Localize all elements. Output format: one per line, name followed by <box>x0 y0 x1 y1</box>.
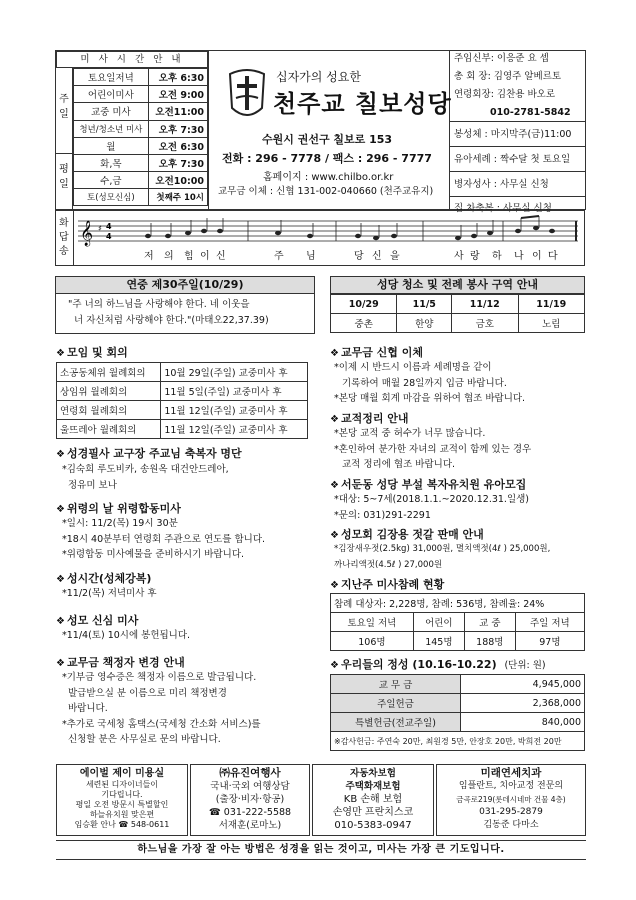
ad-line: 하늘유치원 맞은편 <box>89 810 155 819</box>
ad-line: KB 손해 보험 <box>343 794 403 805</box>
cross-logo-icon <box>226 64 268 124</box>
attend-title <box>330 576 444 592</box>
ad-line: 평일 오전 방문시 특별할인 <box>75 800 169 809</box>
mass-name: 화,목 <box>74 154 149 171</box>
bless-title <box>56 445 242 461</box>
offering-unit: (단위: 원) <box>504 660 546 671</box>
kimchi-title-text: 성모회 김장용 젓갈 판매 안내 <box>340 528 484 541</box>
table-row <box>331 732 585 751</box>
attend-value: 106명 <box>331 632 414 651</box>
ad-line: ㈜유진여행사 <box>219 767 281 779</box>
clean-area: 금호 <box>452 314 518 333</box>
clean-date: 11/19 <box>518 295 585 314</box>
house: 집.차축복 : 사무실 신청 <box>454 203 552 214</box>
memorial-line: *일시: 11/2(목) 19시 30분 <box>62 518 178 529</box>
ad-line: 010-5383-0947 <box>334 820 412 831</box>
meeting-name: 울뜨레아 월례회의 <box>57 420 161 439</box>
diamond-arrow-icon: ❖ <box>330 414 339 425</box>
table-row <box>331 594 585 613</box>
hymn-lyric: 신 <box>372 251 382 262</box>
holy-title-text: 성시간(성체강복) <box>66 572 152 585</box>
diamond-arrow-icon: ❖ <box>56 574 65 585</box>
transfer-line: *이제 시 반드시 이름과 세례명을 같이 <box>334 362 492 373</box>
table-row <box>331 295 585 314</box>
clean-date: 10/29 <box>331 295 397 314</box>
ad-line: 금곡로219(롯데시네마 건물 4층) <box>456 795 566 804</box>
transfer-line: *본당 매월 회계 마감을 위하여 협조 바랍니다. <box>334 393 526 404</box>
svg-text:𝄞: 𝄞 <box>80 221 94 246</box>
footer-text: 하느님을 가장 잘 아는 방법은 성경을 읽는 것이고, 미사는 가장 큰 기도입니다. <box>137 844 505 855</box>
mass-row <box>74 188 208 205</box>
transfer-line: 기록하여 매월 28일까지 입금 바랍니다. <box>342 377 507 389</box>
donor-line: *기부금 영수증은 책정자 이름으로 발급됩니다. <box>62 672 257 683</box>
holy-title <box>56 570 151 586</box>
footer-box <box>56 840 586 860</box>
donor-title <box>56 654 185 670</box>
mary-title <box>56 612 138 628</box>
hymn-label-divider <box>73 211 74 265</box>
weekday-label: 평일 <box>59 164 69 190</box>
mass-row <box>74 137 208 154</box>
offering-amount: 840,000 <box>461 713 585 732</box>
meeting-when: 11월 12일(주일) 교중미사 후 <box>161 401 308 420</box>
president: 총 회 장: 김영주 알베르토 <box>454 71 562 82</box>
attend-value: 145명 <box>413 632 464 651</box>
offering-title <box>330 656 546 672</box>
mass-name: 월 <box>74 137 149 154</box>
transfer-body <box>334 360 525 407</box>
donor-line: *추가로 국세청 홈택스(국세청 간소화 서비스)를 <box>62 718 261 730</box>
ad-line: 기다립니다. <box>101 790 143 799</box>
thanks-line: ※감사헌금: 주연숙 20만, 최원경 5만, 안장호 20만, 박희전 20만 <box>331 732 585 751</box>
bless-line: 정유미 보나 <box>68 479 117 491</box>
mass-name: 토(성모신심) <box>74 188 149 205</box>
table-row <box>57 382 308 401</box>
register-line: *혼인하여 분가한 자녀의 교적이 함께 있는 경우 <box>334 443 532 455</box>
register-title-text: 교적정리 안내 <box>340 412 409 425</box>
table-row <box>57 401 308 420</box>
ad-line: (출장·비자·항공) <box>215 794 285 805</box>
memorial-title-text: 위령의 날 위령합동미사 <box>66 502 181 515</box>
kinder-title-text: 서둔동 성당 부설 복자유치원 유아모집 <box>340 478 527 491</box>
memorial-line: *위령합동 미사예물을 준비하시기 바랍니다. <box>62 549 245 560</box>
memorial-line: *18시 40분부터 연령회 주관으로 연도를 합니다. <box>62 533 266 545</box>
meeting-name: 상임위 월례회의 <box>57 382 161 401</box>
hymn-lyric: 님 <box>306 251 316 262</box>
mass-time: 오전10:00 <box>148 171 207 188</box>
mass-time: 오후 6:30 <box>148 69 207 86</box>
mass-name: 토요일저녁 <box>74 69 149 86</box>
church-phone: 전화 : 296 - 7778 / 팩스 : 296 - 7777 <box>222 152 432 165</box>
ad-travel[interactable] <box>190 764 310 836</box>
hymn-lyric: 사 <box>454 251 464 262</box>
church-account: 교무금 이체 : 신협 131-002-040660 (천주교유지) <box>218 186 434 197</box>
kimchi-body <box>334 542 550 573</box>
table-row <box>331 694 585 713</box>
svg-text:4: 4 <box>106 222 112 231</box>
mass-name: 수,금 <box>74 171 149 188</box>
week-title-box <box>55 276 315 294</box>
mass-row <box>74 154 208 171</box>
church-homepage[interactable]: 홈페이지 : www.chilbo.or.kr <box>263 172 394 183</box>
donor-line: 바랍니다. <box>68 703 108 714</box>
table-row <box>57 363 308 382</box>
diamond-arrow-icon: ❖ <box>56 449 65 460</box>
mass-schedule-title: 미 사 시 간 안 내 <box>56 51 208 68</box>
kinder-line: *문의: 031)291-2291 <box>334 509 431 521</box>
mass-time: 오후 7:30 <box>148 154 207 171</box>
mass-row <box>74 86 208 103</box>
register-title <box>330 410 409 426</box>
clean-area: 한양 <box>397 314 452 333</box>
kimchi-title <box>330 526 484 542</box>
diamond-arrow-icon: ❖ <box>330 480 339 491</box>
attend-value: 97명 <box>515 632 584 651</box>
hymn-staff <box>78 215 578 247</box>
register-body <box>334 426 531 473</box>
offering-name: 특별헌금(전교주일) <box>331 713 461 732</box>
verse-line: 너 자신처럼 사랑해야 한다."(마태오22,37.39) <box>74 314 269 326</box>
attend-header: 주일 저녁 <box>515 613 584 632</box>
meeting-when: 11월 12일(주일) 교중미사 후 <box>161 420 308 439</box>
ad-line: 국내·국외 여행상담 <box>210 781 290 792</box>
donor-line: 발급받으실 분 이름으로 미리 책정변경 <box>68 687 227 699</box>
attend-table <box>330 593 585 651</box>
meetings-table <box>56 362 308 439</box>
table-row <box>331 675 585 694</box>
ad-line: 자동차보험 <box>350 768 396 779</box>
attend-header: 토요일 저녁 <box>331 613 414 632</box>
diamond-arrow-icon: ❖ <box>330 348 339 359</box>
ad-line: 김동준 다마소 <box>483 820 539 830</box>
confession: 봉성체 : 마지막주(금)11:00 <box>450 122 585 147</box>
mass-time: 첫째주 10시 <box>148 188 207 205</box>
hymn-lyric: 저 <box>144 251 154 262</box>
meetings-title-text: 모임 및 회의 <box>66 346 128 359</box>
ad-line: 세련된 디자이너들이 <box>85 780 159 789</box>
table-row <box>57 420 308 439</box>
mass-time: 오후 7:30 <box>148 120 207 137</box>
church-name: 천주교 칠보성당 <box>273 90 452 118</box>
hymn-lyric: 랑 <box>470 251 480 262</box>
attend-value: 188명 <box>464 632 515 651</box>
week-title: 연중 제30주일(10/29) <box>126 278 244 291</box>
hymn-lyric: 의 <box>164 251 174 262</box>
clean-date: 11/12 <box>452 295 518 314</box>
table-row <box>331 314 585 333</box>
memorial-title <box>56 500 181 516</box>
liaison-phone: 010-2781-5842 <box>450 104 585 122</box>
offering-amount: 4,945,000 <box>461 675 585 694</box>
meeting-when: 10월 29일(주일) 교중미사 후 <box>161 363 308 382</box>
kinder-line: *대상: 5~7세(2018.1.1.~2020.12.31.일생) <box>334 494 530 505</box>
sick: 병자성사 : 사무실 신청 <box>450 172 585 197</box>
ad-salon[interactable] <box>56 764 188 836</box>
sunday-label-box <box>56 68 73 154</box>
ad-line: 손영만 프란치스코 <box>332 807 414 818</box>
kimchi-line: *김장새우젓(2.5kg) 31,000원, 멸치액젓(4ℓ ) 25,000원, <box>334 544 551 554</box>
ad-line: 임플란트, 치아교정 전문의 <box>458 781 564 791</box>
hymn-lyric: 힘 <box>184 251 194 262</box>
diamond-arrow-icon: ❖ <box>56 504 65 515</box>
offering-table <box>330 674 585 751</box>
hymn-lyric: 을 <box>390 251 400 262</box>
ad-dental[interactable] <box>436 764 586 836</box>
offering-name: 주일헌금 <box>331 694 461 713</box>
mass-schedule-table <box>73 68 208 206</box>
memorial-body <box>62 516 265 563</box>
diamond-arrow-icon: ❖ <box>56 616 65 627</box>
hymn-lyric: 다 <box>548 251 558 262</box>
transfer-title <box>330 344 423 360</box>
mary-title-text: 성모 신심 미사 <box>66 614 139 627</box>
mass-row <box>74 120 208 137</box>
donor-line: 신청할 분은 사무실로 문의 바랍니다. <box>68 734 221 745</box>
hymn-lyric: 주 <box>274 251 284 262</box>
church-address: 수원시 권선구 칠보로 153 <box>262 133 393 146</box>
hymn-lyric: 나 <box>514 251 524 262</box>
meetings-title <box>56 344 128 360</box>
ad-line: 서재훈(로마노) <box>218 820 282 831</box>
hymn-lyric: 이 <box>200 251 210 262</box>
ad-insurance[interactable] <box>312 764 434 836</box>
bless-body <box>62 462 229 493</box>
hymn-lyric: 이 <box>532 251 542 262</box>
liaison: 연령회장: 김찬용 바오로 <box>454 89 556 100</box>
sunday-label: 주일 <box>59 94 69 120</box>
clean-date: 11/5 <box>397 295 452 314</box>
hymn-box <box>55 210 585 266</box>
kimchi-line: 까나리액젓(4.5ℓ ) 27,000원 <box>334 559 443 570</box>
register-line: *본당 교적 중 허수가 너무 많습니다. <box>334 428 486 439</box>
offering-title-text: 우리들의 정성 (10.16-10.22) <box>340 658 497 671</box>
attend-header: 교 중 <box>464 613 515 632</box>
verse-box <box>55 294 315 334</box>
table-row <box>331 613 585 632</box>
header-divider-left <box>208 50 209 210</box>
pastor: 주임신부: 이응준 요 셉 <box>454 53 549 64</box>
mass-name: 청년/청소년 미사 <box>74 120 149 137</box>
transfer-title-text: 교무금 신협 이체 <box>340 346 424 359</box>
meeting-name: 연령회 월례회의 <box>57 401 161 420</box>
diamond-arrow-icon: ❖ <box>330 530 339 541</box>
attend-summary: 참례 대상자: 2,228명, 참례: 536명, 참례율: 24% <box>331 594 585 613</box>
mass-time: 오전11:00 <box>148 103 207 120</box>
verse-line: "주 너의 하느님을 사랑해야 한다. 네 이웃을 <box>68 299 250 310</box>
clean-title-box <box>330 276 585 294</box>
mass-row <box>74 69 208 86</box>
kinder-body <box>334 492 529 523</box>
kinder-title <box>330 476 526 492</box>
table-row <box>331 713 585 732</box>
meeting-name: 소공동체위 월례회의 <box>57 363 161 382</box>
meeting-when: 11월 5일(주일) 교중미사 후 <box>161 382 308 401</box>
church-logo <box>226 64 268 124</box>
donor-title-text: 교무금 책정자 변경 안내 <box>66 656 185 669</box>
clean-title: 성당 청소 및 전례 봉사 구역 안내 <box>376 278 539 291</box>
diamond-arrow-icon: ❖ <box>56 658 65 669</box>
weekday-label-box <box>56 154 73 210</box>
clean-area: 노림 <box>518 314 585 333</box>
bless-title-text: 성경필사 교구장 주교님 축복자 명단 <box>66 447 242 460</box>
attend-title-text: 지난주 미사참례 현황 <box>340 578 445 591</box>
ad-line: ☎ 031-222-5588 <box>208 807 292 818</box>
hymn-lyric: 당 <box>354 251 364 262</box>
diamond-arrow-icon: ❖ <box>330 660 339 671</box>
hymn-lyric: 하 <box>492 251 502 262</box>
ad-line: 주택화재보험 <box>345 781 401 792</box>
mass-row <box>74 103 208 120</box>
church-subtitle: 십자가의 성요한 <box>276 70 361 84</box>
hymn-label: 화답송 <box>59 218 69 257</box>
svg-text:4: 4 <box>106 232 112 241</box>
donor-body <box>62 670 261 748</box>
bless-line: *김숙희 루도비카, 송원옥 대건안드레아, <box>62 464 229 475</box>
hymn-lyric: 신 <box>216 251 226 262</box>
attend-header: 어린이 <box>413 613 464 632</box>
diamond-arrow-icon: ❖ <box>56 348 65 359</box>
baptism: 유아세례 : 짝수달 첫 토요일 <box>450 147 585 172</box>
ad-line: 에이벌 제이 미용실 <box>79 768 165 779</box>
clean-area: 중촌 <box>331 314 397 333</box>
ad-line: 임승환 안나 ☎ 548-0611 <box>74 820 170 829</box>
mass-name: 교중 미사 <box>74 103 149 120</box>
diamond-arrow-icon: ❖ <box>330 580 339 591</box>
holy-line: *11/2(목) 저녁미사 후 <box>62 588 157 599</box>
clean-table <box>330 294 585 333</box>
register-line: 교적 정리에 협조 바랍니다. <box>342 459 456 470</box>
mass-time: 오전 9:00 <box>148 86 207 103</box>
table-row <box>331 632 585 651</box>
svg-text:♯: ♯ <box>98 224 102 233</box>
mary-line: *11/4(토) 10시에 봉헌됩니다. <box>62 630 191 641</box>
ad-line: 미래연세치과 <box>480 767 542 779</box>
offering-name: 교 무 금 <box>331 675 461 694</box>
offering-amount: 2,368,000 <box>461 694 585 713</box>
mass-time: 오전 6:30 <box>148 137 207 154</box>
staff-info <box>450 50 585 220</box>
mass-row <box>74 171 208 188</box>
mass-name: 어린이미사 <box>74 86 149 103</box>
ad-line: 031-295-2879 <box>479 807 543 817</box>
